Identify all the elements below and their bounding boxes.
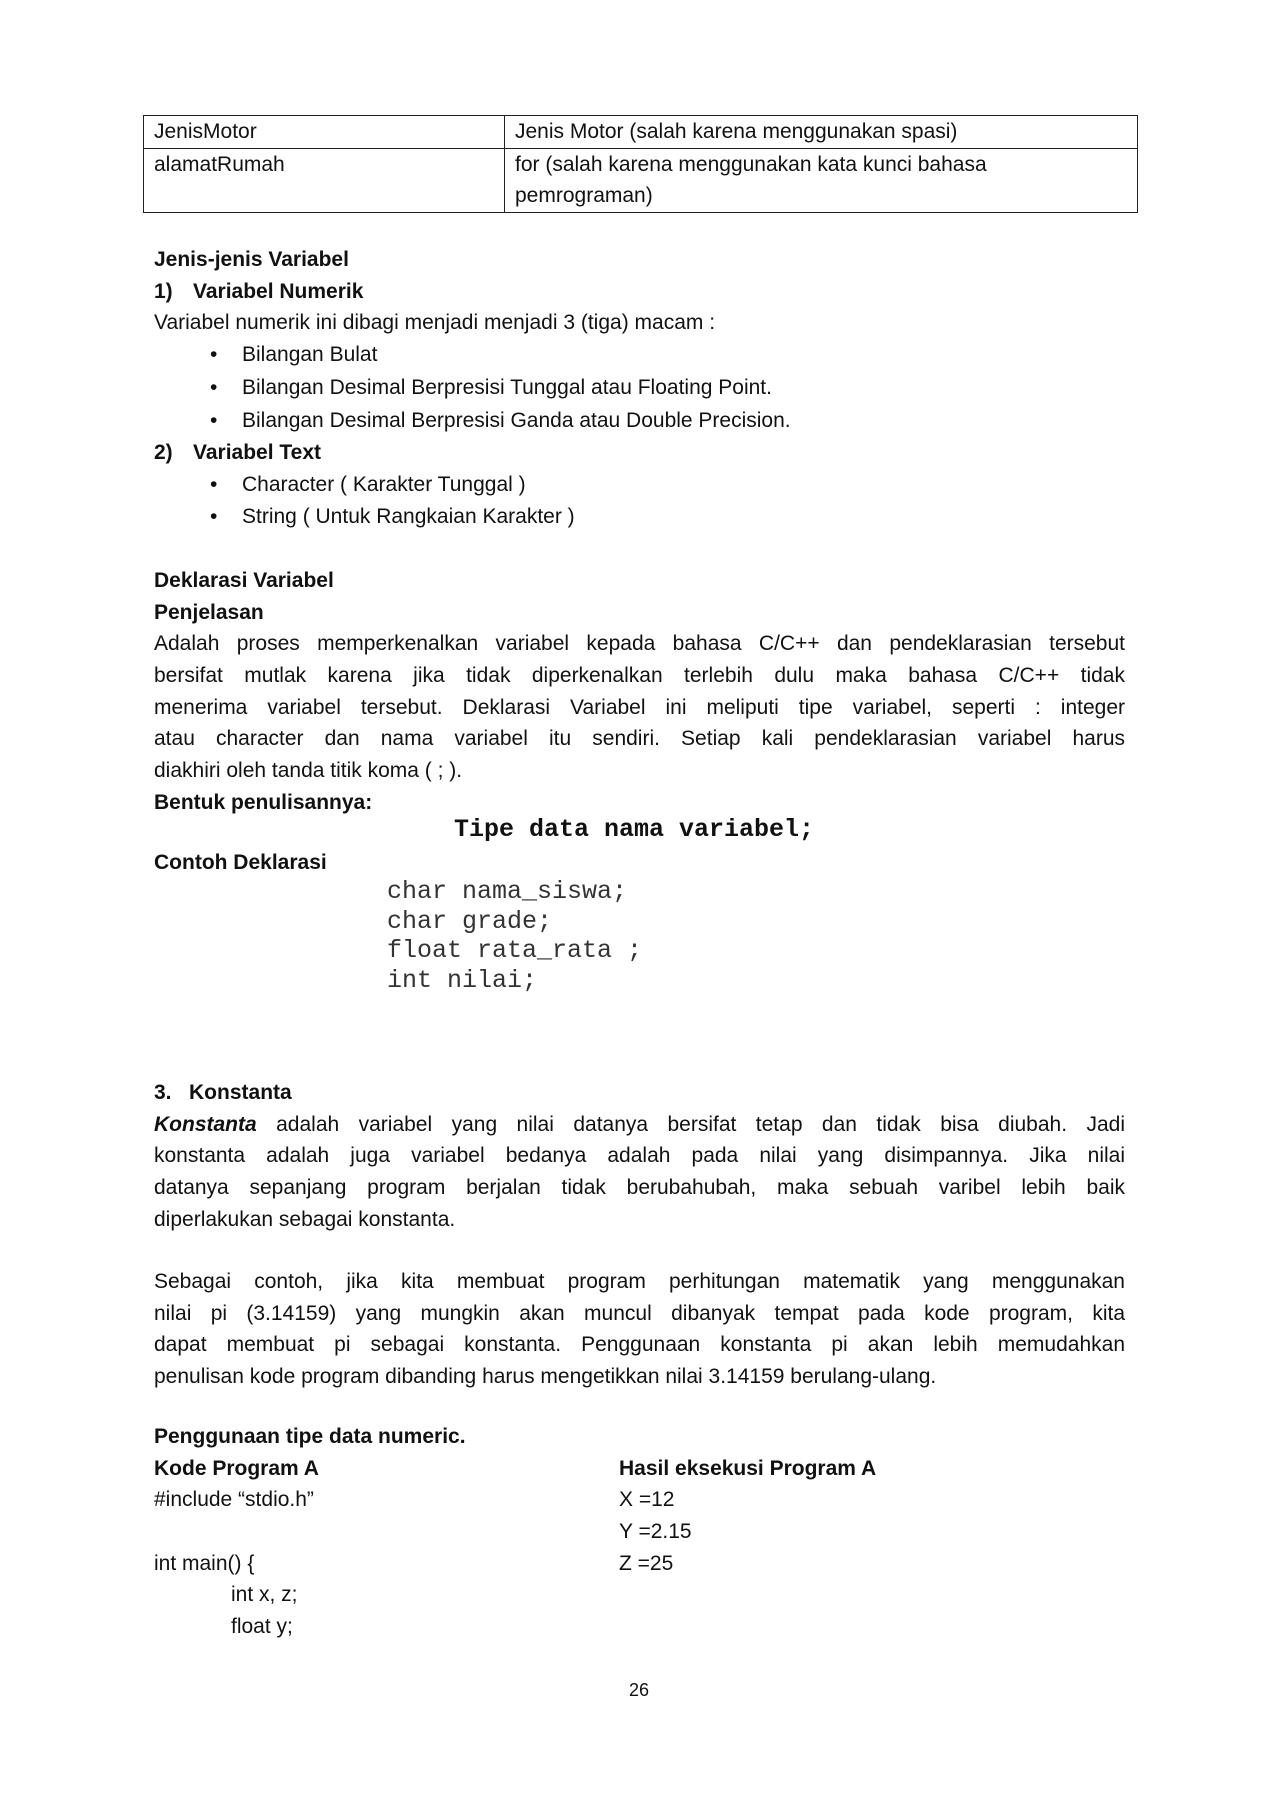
- column-title: Hasil eksekusi Program A: [619, 1456, 877, 1480]
- column-title: Kode Program A: [154, 1456, 319, 1480]
- form-label: Bentuk penulisannya:: [154, 790, 373, 814]
- paragraph-line: dapat membuat pi sebagai konstanta. Penggunaan konstanta pi akan lebih memudahkan: [154, 1333, 1125, 1357]
- paragraph-line: diperlakukan sebagai konstanta.: [154, 1207, 456, 1231]
- table-cell-text: Jenis Motor (salah karena menggunakan spasi): [515, 120, 958, 143]
- subheading-numeric: [154, 276, 1125, 308]
- paragraph: Variabel numerik ini dibagi menjadi menjadi 3 (tiga) macam :: [154, 311, 716, 335]
- example-label: Contoh Deklarasi: [154, 851, 327, 874]
- subheading-text: Variabel Numerik: [193, 279, 364, 303]
- table-cell-text: for (salah karena menggunakan kata kunci bahasa: [515, 152, 987, 176]
- paragraph-line: atau character dan nama variabel itu sendiri. Setiap kali pendeklarasian variabel harus: [154, 727, 1125, 751]
- list-item: • String ( Untuk Rangkaian Karakter ): [154, 501, 1125, 533]
- subheading-text: Variabel Text: [193, 441, 322, 465]
- constant-section: [154, 1077, 1125, 1235]
- list-item: • Bilangan Desimal Berpresisi Tunggal atau Floating Point.: [154, 372, 1125, 405]
- table-row: [144, 116, 1138, 149]
- code-line: int main() {: [154, 1551, 255, 1575]
- program-a-output: [619, 1453, 1079, 1580]
- subheading-text-vars: [154, 437, 1125, 469]
- paragraph-line: datanya sepanjang program berjalan tidak berubahubah, maka sebuah varibel lebih baik: [154, 1176, 1125, 1200]
- variable-types-section: [154, 244, 1125, 533]
- section-heading: Penggunaan tipe data numeric.: [154, 1425, 466, 1448]
- section-heading: Deklarasi Variabel: [154, 569, 334, 592]
- paragraph-line: nilai pi (3.14159) yang mungkin akan muncul dibanyak tempat pada kode program, kita: [154, 1301, 1125, 1325]
- list-number: 2): [154, 441, 173, 465]
- code-line: int nilai;: [387, 966, 538, 996]
- page-number: 26: [628, 1680, 650, 1700]
- table-row: [144, 148, 1138, 212]
- table-cell: alamatRumah: [144, 148, 505, 212]
- paragraph-line: konstanta adalah juga variabel bedanya adalah pada nilai yang disimpannya. Jika nilai: [154, 1144, 1125, 1168]
- term-emphasis: Konstanta: [154, 1112, 257, 1136]
- constant-example-paragraph: [154, 1266, 1125, 1393]
- output-line: Z =25: [619, 1551, 674, 1575]
- list-number: 1): [154, 279, 173, 303]
- declaration-section: [154, 565, 1125, 819]
- code-line: char nama_siswa;: [387, 877, 628, 906]
- table-cell-text: pemrograman): [515, 184, 653, 208]
- code-line: float rata_rata ;: [387, 936, 643, 966]
- code-line: [154, 1516, 614, 1548]
- output-line: Y =2.15: [619, 1520, 692, 1544]
- code-line: char grade;: [387, 906, 553, 936]
- paragraph-text: adalah variabel yang nilai datanya bersifat tetap dan tidak bisa diubah. Jadi: [256, 1112, 1125, 1136]
- paragraph-line: diakhiri oleh tanda titik koma ( ; ).: [154, 759, 463, 783]
- paragraph-line: menerima variabel tersebut. Deklarasi Variabel ini meliputi tipe variabel, seperti : integer: [154, 695, 1125, 719]
- paragraph-line: [154, 1109, 1125, 1141]
- code-line: #include “stdio.h”: [154, 1488, 314, 1512]
- example-code-block: [387, 877, 642, 996]
- list-item: • Bilangan Desimal Berpresisi Ganda atau Double Precision.: [154, 405, 1125, 438]
- paragraph-line: penulisan kode program dibanding harus mengetikkan nilai 3.14159 berulang-ulang.: [154, 1365, 937, 1389]
- section-heading: 3. Konstanta: [154, 1081, 292, 1104]
- paragraph-line: Sebagai contoh, jika kita membuat program perhitungan matematik yang menggunakan: [154, 1270, 1125, 1293]
- variable-name-table: [143, 115, 1138, 213]
- subheading: Penjelasan: [154, 600, 264, 624]
- program-a-code: [154, 1421, 614, 1643]
- section-heading: Jenis-jenis Variabel: [154, 248, 349, 271]
- output-line: X =12: [619, 1488, 675, 1512]
- paragraph-line: bersifat mutlak karena jika tidak diperkenalkan terlebih dulu maka bahasa C/C++ tidak: [154, 664, 1125, 688]
- code-line: int x, z;: [231, 1583, 298, 1607]
- paragraph-line: Adalah proses memperkenalkan variabel kepada bahasa C/C++ dan pendeklarasian tersebut: [154, 632, 1125, 656]
- list-item: • Bilangan Bulat: [154, 339, 1125, 372]
- table-cell: JenisMotor: [144, 116, 505, 149]
- list-item: • Character ( Karakter Tunggal ): [154, 469, 1125, 501]
- syntax-code: Tipe data nama variabel;: [454, 815, 815, 844]
- code-line: float y;: [231, 1615, 293, 1639]
- table-cell: [505, 116, 1138, 149]
- table-cell: [505, 148, 1138, 212]
